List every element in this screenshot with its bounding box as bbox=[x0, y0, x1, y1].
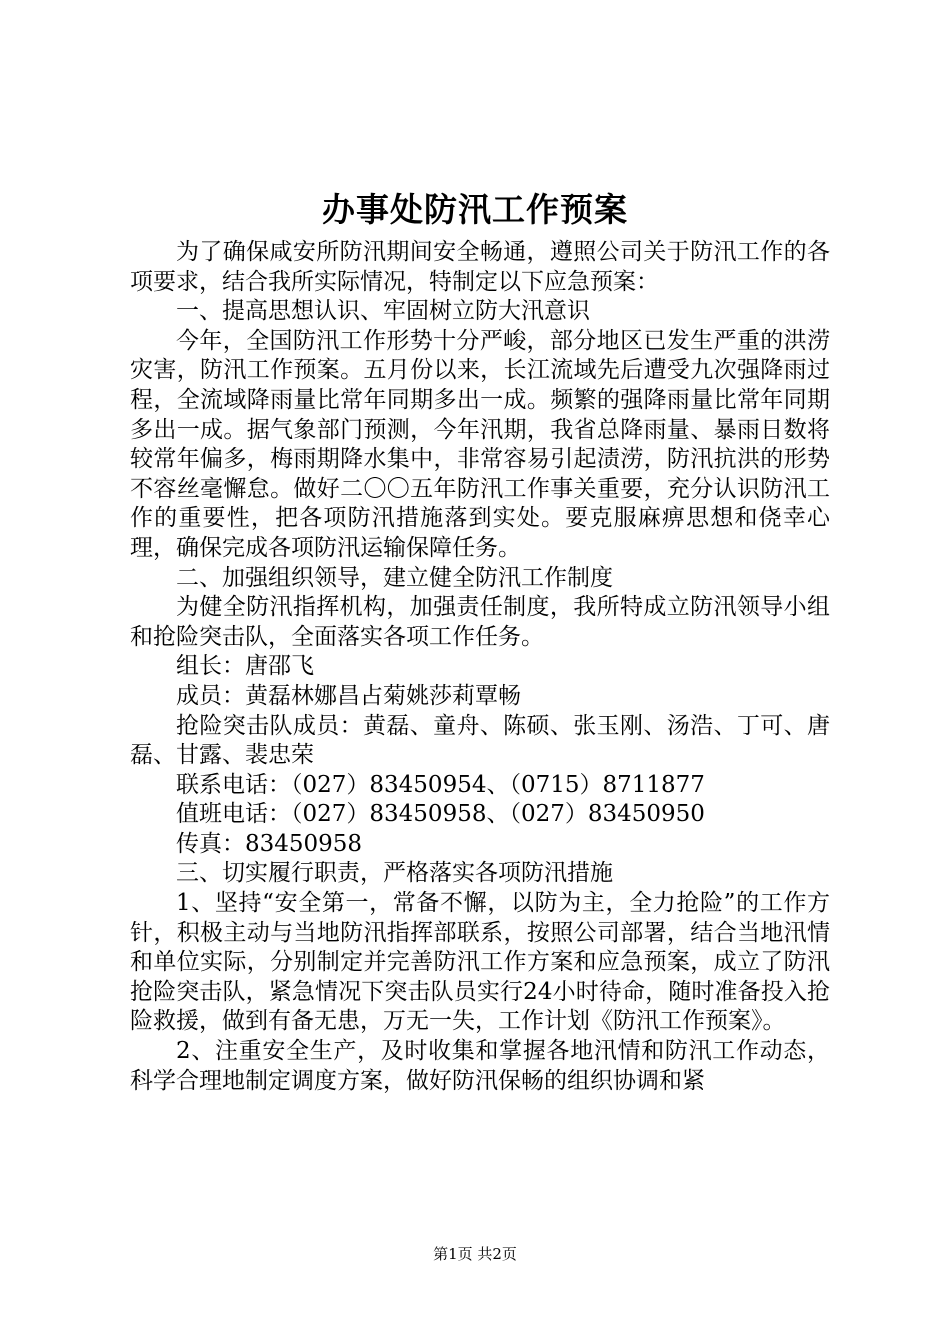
paragraph-situation: 今年，全国防汛工作形势十分严峻，部分地区已发生严重的洪涝灾害，防汛工作预案。五月份以来，长江流域先后遭受九次强降雨过程，全流域降雨量比常年同期多出一成。频繁的强降雨量比常年同期多出一成。据气象部门预测，今年汛期，我省总降雨量、暴雨日数将较常年偏多，梅雨期降水集中，非常容易引起渍涝，防汛抗洪的形势不容丝毫懈怠。做好二〇〇五年防汛工作事关重要，充分认识防汛工作的重要性，把各项防汛措施落到实处。要克服麻痹思想和侥幸心理，确保完成各项防汛运输保障任务。 bbox=[130, 327, 830, 561]
paragraph-measure-1: 1、坚持“安全第一，常备不懈，以防为主，全力抢险”的工作方针，积极主动与当地防汛指挥部联系，按照公司部署，结合当地汛情和单位实际，分别制定并完善防汛工作方案和应急预案，成立了防汛抢险突击队，紧急情况下突击队员实行24小时待命，随时准备投入抢险救援，做到有备无患，万无一失，工作计划《防汛工作预案》。 bbox=[130, 890, 830, 1035]
rescue-team-members: 抢险突击队成员：黄磊、童舟、陈硕、张玉刚、汤浩、丁可、唐磊、甘露、裴忠荣 bbox=[130, 712, 830, 769]
document-title: 办事处防汛工作预案 bbox=[322, 190, 628, 229]
duty-phone: 值班电话：（027）83450958、（027）83450950 bbox=[176, 801, 705, 828]
paragraph-organization: 为健全防汛指挥机构，加强责任制度，我所特成立防汛领导小组和抢险突击队，全面落实各项工作任务。 bbox=[130, 594, 830, 650]
section-heading-3: 三、切实履行职责，严格落实各项防汛措施 bbox=[176, 860, 613, 887]
document-body bbox=[130, 238, 830, 1096]
contact-phone: 联系电话：（027）83450954、（0715）8711877 bbox=[176, 771, 705, 798]
paragraph-measure-2: 2、注重安全生产，及时收集和掌握各地汛情和防汛工作动态，科学合理地制定调度方案，做好防汛保畅的组织协调和紧 bbox=[130, 1038, 830, 1094]
paragraph-intro: 为了确保咸安所防汛期间安全畅通，遵照公司关于防汛工作的各项要求，结合我所实际情况，特制定以下应急预案： bbox=[130, 239, 830, 295]
section-heading-1: 一、提高思想认识、牢固树立防大汛意识 bbox=[176, 298, 590, 325]
team-members: 成员：黄磊林娜昌占菊姚莎莉覃畅 bbox=[176, 682, 521, 709]
fax-number: 传真：83450958 bbox=[176, 830, 363, 857]
team-leader: 组长：唐邵飞 bbox=[176, 653, 314, 680]
page-footer: 第1页 共2页 bbox=[433, 1245, 517, 1263]
section-heading-2: 二、加强组织领导，建立健全防汛工作制度 bbox=[176, 564, 613, 591]
